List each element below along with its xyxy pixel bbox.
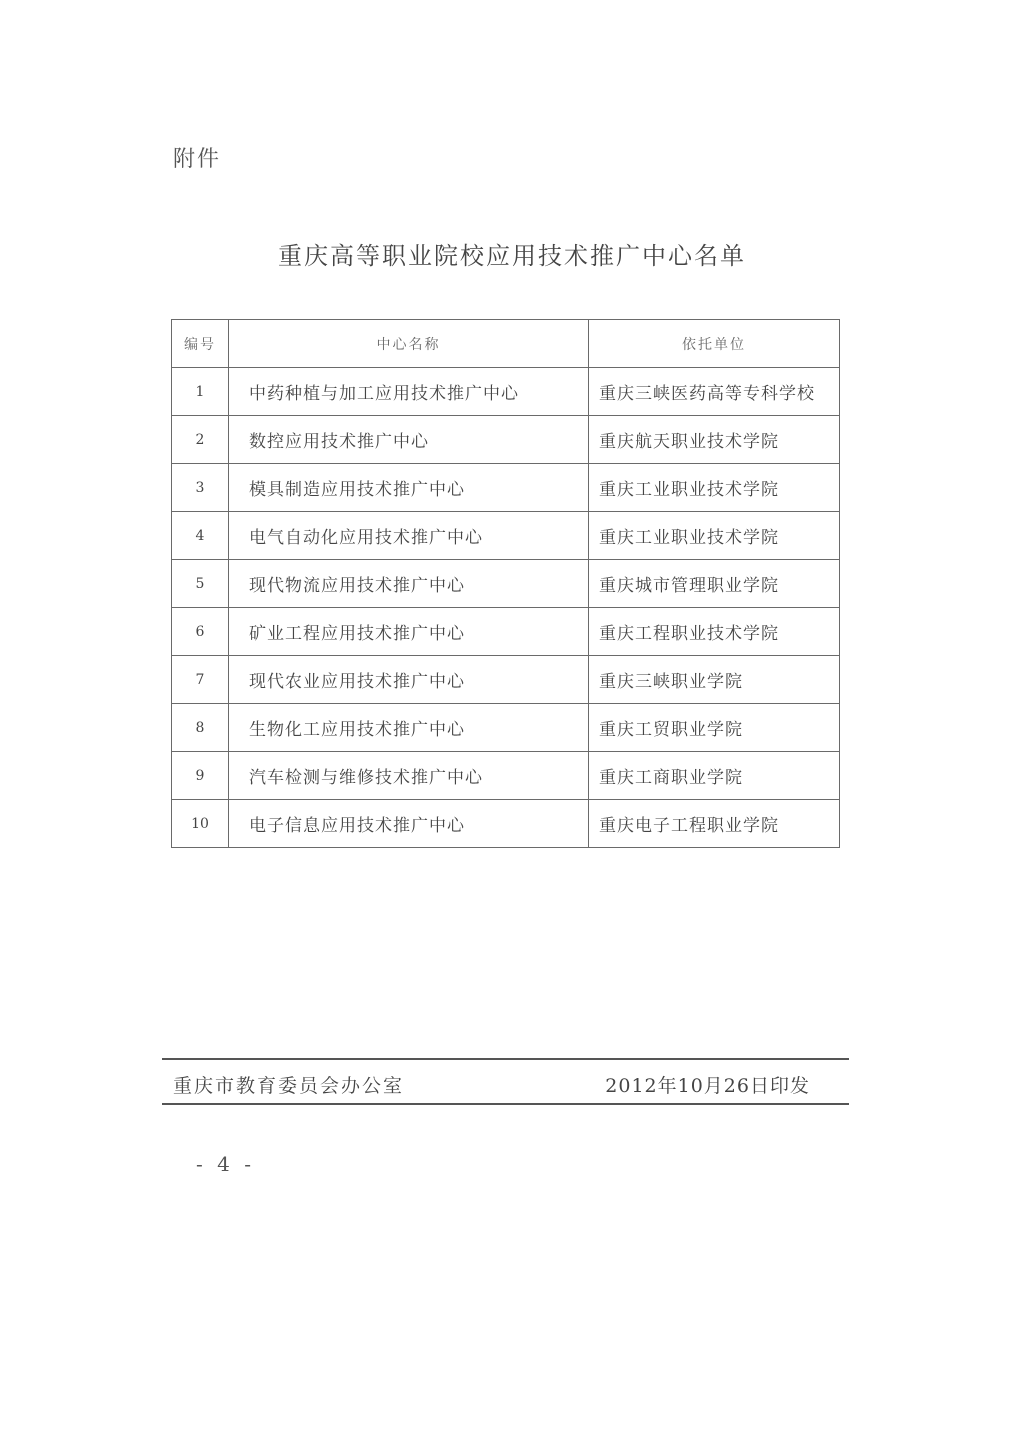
row-center-name: 现代物流应用技术推广中心 xyxy=(229,560,589,608)
footer-top-rule xyxy=(162,1058,849,1060)
footer-issue-date: 2012年10月26日印发 xyxy=(605,1075,810,1097)
row-center-name: 汽车检测与维修技术推广中心 xyxy=(229,752,589,800)
row-number: 4 xyxy=(172,512,229,560)
table-row xyxy=(172,752,840,800)
header-center-name: 中心名称 xyxy=(229,320,589,368)
attachment-label: 附件 xyxy=(173,147,222,172)
row-center-name: 电子信息应用技术推广中心 xyxy=(229,800,589,848)
page-number: - 4 - xyxy=(196,1152,255,1176)
row-host-unit: 重庆电子工程职业学院 xyxy=(589,800,840,848)
footer-bottom-rule xyxy=(162,1103,849,1105)
row-center-name: 数控应用技术推广中心 xyxy=(229,416,589,464)
table-row xyxy=(172,656,840,704)
row-number: 6 xyxy=(172,608,229,656)
table-row xyxy=(172,416,840,464)
row-number: 3 xyxy=(172,464,229,512)
row-number: 1 xyxy=(172,368,229,416)
row-center-name: 电气自动化应用技术推广中心 xyxy=(229,512,589,560)
row-host-unit: 重庆工商职业学院 xyxy=(589,752,840,800)
row-host-unit: 重庆三峡职业学院 xyxy=(589,656,840,704)
row-host-unit: 重庆三峡医药高等专科学校 xyxy=(589,368,840,416)
row-host-unit: 重庆工贸职业学院 xyxy=(589,704,840,752)
table-row xyxy=(172,608,840,656)
row-number: 9 xyxy=(172,752,229,800)
table-row xyxy=(172,704,840,752)
document-title: 重庆高等职业院校应用技术推广中心名单 xyxy=(278,242,746,270)
table-row xyxy=(172,800,840,848)
row-number: 7 xyxy=(172,656,229,704)
row-center-name: 中药种植与加工应用技术推广中心 xyxy=(229,368,589,416)
row-center-name: 现代农业应用技术推广中心 xyxy=(229,656,589,704)
table-row xyxy=(172,464,840,512)
row-center-name: 矿业工程应用技术推广中心 xyxy=(229,608,589,656)
row-host-unit: 重庆航天职业技术学院 xyxy=(589,416,840,464)
table-row xyxy=(172,512,840,560)
row-number: 2 xyxy=(172,416,229,464)
row-host-unit: 重庆城市管理职业学院 xyxy=(589,560,840,608)
footer-issuer: 重庆市教育委员会办公室 xyxy=(173,1075,405,1097)
table-row xyxy=(172,368,840,416)
row-number: 10 xyxy=(172,800,229,848)
row-center-name: 模具制造应用技术推广中心 xyxy=(229,464,589,512)
row-center-name: 生物化工应用技术推广中心 xyxy=(229,704,589,752)
table-header-row xyxy=(172,320,840,368)
table-row xyxy=(172,560,840,608)
row-host-unit: 重庆工业职业技术学院 xyxy=(589,512,840,560)
row-number: 8 xyxy=(172,704,229,752)
row-host-unit: 重庆工业职业技术学院 xyxy=(589,464,840,512)
center-list-table xyxy=(171,319,840,848)
header-host-unit: 依托单位 xyxy=(589,320,840,368)
row-host-unit: 重庆工程职业技术学院 xyxy=(589,608,840,656)
row-number: 5 xyxy=(172,560,229,608)
header-number: 编号 xyxy=(172,320,229,368)
